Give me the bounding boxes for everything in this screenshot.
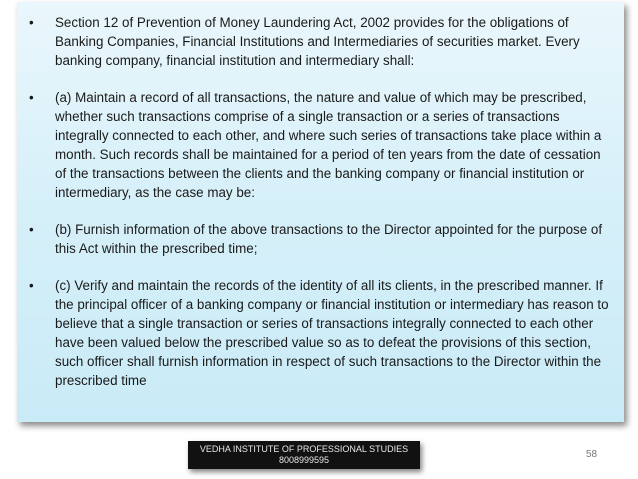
bullet-text: (c) Verify and maintain the records of the identity of all its clients, in the prescribed manner. If the principal officer of a banking company or financial institution or intermediary has reason to believe that a single transaction or series of transactions integrally connected to each other have been valued below the prescribed value so as to defeat the provisions of this section, such officer shall furnish information in respect of such transactions to the Director within the prescribed time: [55, 278, 609, 388]
bullet-item-b: [27, 220, 617, 258]
slide-number: 58: [586, 449, 598, 460]
bullet-symbol: •: [29, 222, 34, 237]
bullet-symbol: •: [29, 90, 34, 105]
footer-institute-name: VEDHA INSTITUTE OF PROFESSIONAL STUDIES: [199, 444, 409, 454]
bullet-item-a: [27, 88, 614, 202]
bullet-list: [27, 13, 617, 390]
footer-box: [188, 441, 420, 469]
bullet-item-intro: [27, 13, 614, 70]
bullet-symbol: •: [29, 278, 34, 293]
bullet-item-c: [27, 276, 614, 390]
bullet-text: Section 12 of Prevention of Money Laundering Act, 2002 provides for the obligations of Banking Companies, Financial Institutions and Intermediaries of securities market. Every banking company, financial institution and intermediary shall:: [55, 15, 580, 68]
bullet-text: (b) Furnish information of the above transactions to the Director appointed for the purpose of this Act within the prescribed time;: [55, 222, 617, 256]
content-box: [17, 2, 624, 422]
bullet-symbol: •: [29, 15, 34, 30]
bullet-text: (a) Maintain a record of all transactions, the nature and value of which may be prescribed, whether such transactions comprise of a single transaction or a series of transactions integrally connected to each other, and where such series of transactions take place within a month. Such records shall be maintained for a period of ten years from the date of cessation of the transactions between the clients and the banking company or financial institution or intermediary, as the case may be:: [55, 90, 606, 200]
footer-phone-number: 8008999595: [278, 455, 330, 465]
